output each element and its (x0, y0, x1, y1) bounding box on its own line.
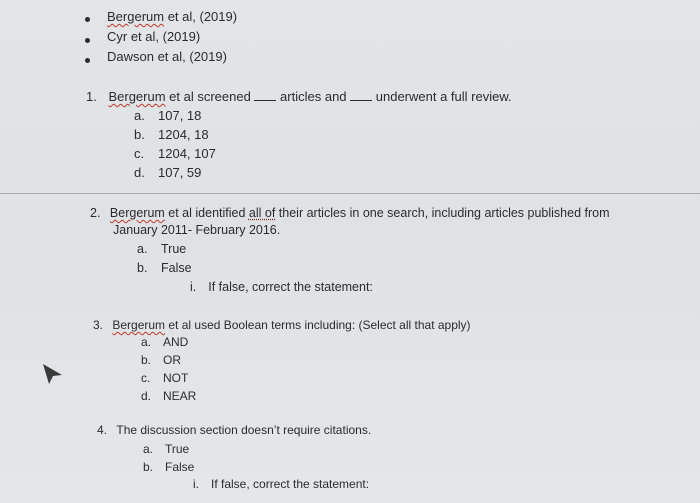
reference-item: Cyr et al, (2019) (107, 29, 201, 44)
question-4: 4. The discussion section doesn’t require citations. (97, 423, 372, 437)
option-row: b. OR (141, 353, 181, 367)
option-row: b. False (137, 261, 192, 275)
bullet-icon (85, 58, 90, 63)
option-row: b. False (143, 460, 195, 474)
option-row: a. True (137, 242, 187, 256)
bullet-icon (85, 38, 90, 43)
option-row: d. NEAR (141, 389, 197, 403)
bullet-icon (85, 17, 90, 22)
sub-item: i. If false, correct the statement: (190, 280, 373, 294)
option-row: c. NOT (141, 371, 189, 385)
mouse-pointer-icon (42, 362, 64, 386)
option-row: d. 107, 59 (134, 165, 202, 180)
answer-blank (254, 89, 276, 101)
option-row: c. 1204, 107 (134, 146, 216, 161)
question-2-line-2: January 2011- February 2016. (113, 223, 281, 237)
answer-blank (350, 89, 372, 101)
question-1: 1. Bergerum et al screened articles and underwent a full review. (86, 89, 512, 104)
option-row: b. 1204, 18 (134, 127, 209, 142)
question-2: 2. Bergerum et al identified all of their articles in one search, including articles published from (90, 206, 610, 220)
option-row: a. AND (141, 335, 189, 349)
reference-item: Bergerum et al, (2019) (107, 9, 238, 24)
page-divider (0, 193, 700, 194)
sub-item: i. If false, correct the statement: (193, 477, 370, 491)
option-row: a. 107, 18 (134, 108, 202, 123)
option-row: a. True (143, 442, 190, 456)
reference-item: Dawson et al, (2019) (107, 49, 227, 64)
question-3: 3. Bergerum et al used Boolean terms including: (Select all that apply) (93, 318, 471, 332)
